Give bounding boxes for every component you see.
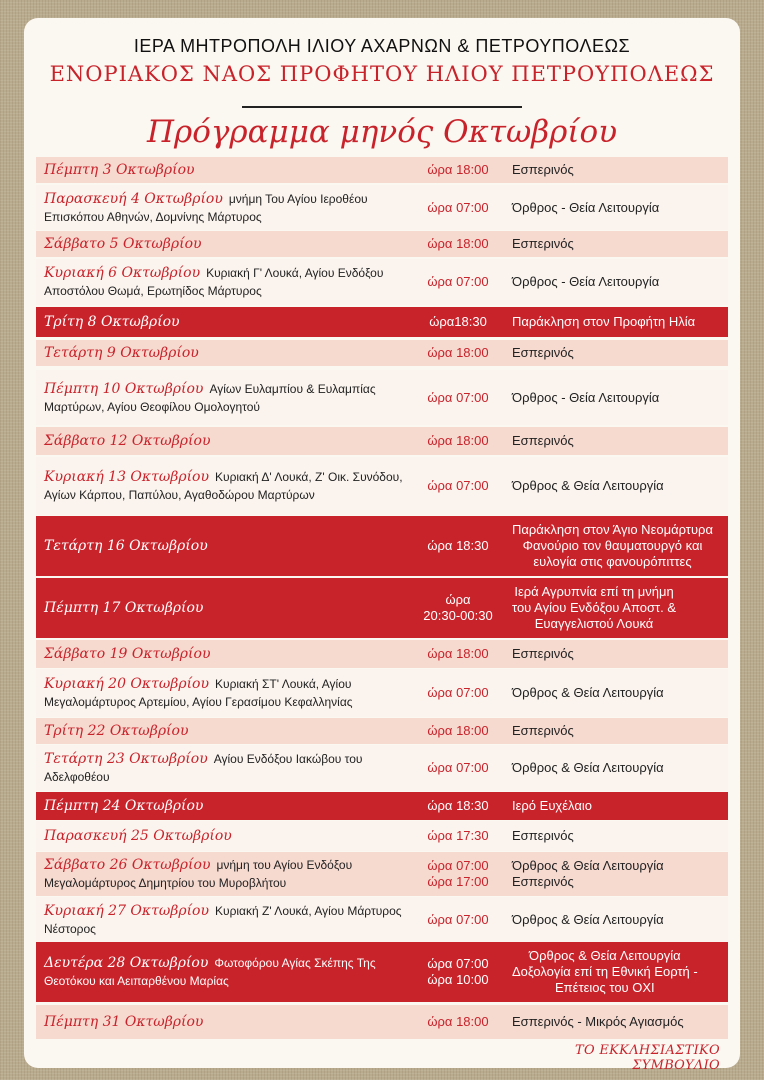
service-name: Όρθρος & Θεία Λειτουργία — [512, 858, 664, 873]
service-name: Όρθρος - Θεία Λειτουργία — [512, 199, 660, 215]
service-cell — [512, 231, 724, 257]
date-label: Δευτέρα 28 Οκτωβρίου — [44, 955, 209, 971]
date-label: Κυριακή 13 Οκτωβρίου — [44, 469, 209, 485]
service-name: Δοξολογία επί τη Εθνική Εορτή - — [512, 964, 698, 979]
date-label: Σάββατο 12 Οκτωβρίου — [44, 433, 211, 449]
date-cell — [44, 640, 414, 668]
service-cell — [512, 427, 724, 455]
feast-note: Κυριακή ΣΤ' Λουκά, Αγίου Μεγαλομάρτυρος Αρτεμίου, Αγίου Γερασίμου Κεφαλληνίας — [44, 677, 353, 709]
date-cell — [44, 259, 414, 305]
feast-note: μνήμη του Αγίου Ενδόξου Μεγαλομάρτυρος Δημητρίου του Μυροβλήτου — [44, 858, 353, 890]
time-value: ώρα 18:00 — [427, 646, 489, 661]
table-row — [36, 370, 728, 425]
time-cell — [408, 157, 508, 183]
time-value: ώρα 17:00 — [427, 874, 489, 889]
table-row — [36, 157, 728, 183]
service-cell — [512, 307, 724, 337]
service-name: Εσπερινός — [512, 236, 574, 251]
date-cell — [44, 185, 414, 230]
date-label: Σάββατο 5 Οκτωβρίου — [44, 236, 202, 252]
table-row — [36, 457, 728, 515]
time-value: ώρα 07:00 — [427, 858, 489, 873]
time-value: ώρα 07:00 — [427, 911, 489, 927]
table-row — [36, 231, 728, 257]
table-row — [36, 1005, 728, 1039]
service-name: του Αγίου Ενδόξου Αποστ. & — [512, 600, 677, 615]
service-name: Όρθρος & Θεία Λειτουργία — [512, 685, 664, 700]
time-value: ώρα18:30 — [429, 314, 487, 329]
service-name: Εσπερινός — [512, 828, 574, 843]
service-name: Εσπερινός — [512, 433, 574, 448]
service-name: Εσπερινός — [512, 723, 574, 738]
date-label: Τετάρτη 23 Οκτωβρίου — [44, 751, 208, 767]
parish-heading: ΕΝΟΡΙΑΚΟΣ ΝΑΟΣ ΠΡΟΦΗΤΟΥ ΗΛΙΟΥ ΠΕΤΡΟΥΠΟΛΕΩΣ — [49, 62, 715, 86]
time-value: ώρα — [445, 592, 471, 607]
service-cell — [512, 718, 724, 744]
date-cell — [44, 792, 414, 820]
date-label: Πέμπτη 31 Οκτωβρίου — [44, 1014, 204, 1030]
time-value: ώρα 18:00 — [427, 433, 489, 448]
service-cell — [512, 745, 724, 791]
time-cell — [408, 307, 508, 337]
date-cell — [44, 231, 414, 257]
service-cell — [512, 516, 724, 576]
service-cell — [512, 578, 724, 638]
service-name: Φανούριο τον θαυματουργό και — [522, 538, 703, 553]
feast-note: μνήμη Του Αγίου Ιεροθέου Επισκόπου Αθηνών, Δομνίνης Μάρτυρος — [44, 191, 368, 224]
date-label: Κυριακή 27 Οκτωβρίου — [44, 902, 209, 919]
feast-note: Φωτοφόρου Αγίας Σκέπης Της Θεοτόκου και Αειπαρθένου Μαρίας — [44, 956, 376, 988]
table-row — [36, 821, 728, 851]
time-cell — [408, 370, 508, 425]
date-label: Σάββατο 26 Οκτωβρίου — [44, 857, 211, 873]
date-cell — [44, 516, 414, 576]
service-cell — [512, 259, 724, 305]
service-cell — [512, 340, 724, 366]
table-row — [36, 897, 728, 942]
time-cell — [408, 669, 508, 717]
time-value: ώρα 07:00 — [427, 956, 489, 971]
table-row — [36, 259, 728, 305]
service-name: Όρθρος & Θεία Λειτουργία — [529, 948, 681, 963]
service-name: ευλογία στις φανουρόπιττες — [533, 554, 692, 569]
date-cell — [44, 669, 414, 717]
service-name: Όρθρος - Θεία Λειτουργία — [512, 274, 660, 289]
time-value: ώρα 18:00 — [427, 162, 489, 177]
feast-note: Κυριακή Ζ' Λουκά, Αγίου Μάρτυρος Νέστορος — [44, 903, 402, 936]
time-value: ώρα 18:00 — [427, 723, 489, 738]
date-cell — [44, 457, 414, 515]
time-value: ώρα 07:00 — [427, 760, 489, 775]
service-cell — [512, 821, 724, 851]
time-value: 20:30-00:30 — [423, 608, 493, 623]
date-label: Τετάρτη 9 Οκτωβρίου — [44, 345, 199, 361]
table-row — [36, 669, 728, 717]
date-cell — [44, 897, 414, 942]
service-cell — [512, 1005, 724, 1039]
date-label: Πέμπτη 17 Οκτωβρίου — [44, 600, 204, 616]
date-cell — [44, 1005, 414, 1039]
date-label: Τρίτη 8 Οκτωβρίου — [44, 314, 180, 330]
time-cell — [408, 340, 508, 366]
service-name: Εσπερινός — [512, 345, 574, 360]
feast-note: Κυριακή Δ' Λουκά, Ζ' Οικ. Συνόδου, Αγίων Κάρπου, Παπύλου, Αγαθοδώρου Μαρτύρων — [44, 470, 403, 502]
date-cell — [44, 852, 414, 896]
time-cell — [408, 427, 508, 455]
table-row — [36, 427, 728, 455]
date-label: Σάββατο 19 Οκτωβρίου — [44, 646, 211, 662]
table-row — [36, 185, 728, 230]
time-cell — [408, 821, 508, 851]
time-value: ώρα 17:30 — [427, 828, 489, 843]
time-cell — [408, 1005, 508, 1039]
table-row — [36, 640, 728, 668]
time-cell — [408, 792, 508, 820]
table-row — [36, 516, 728, 576]
date-label: Κυριακή 6 Οκτωβρίου — [44, 265, 201, 281]
divider — [242, 106, 522, 108]
service-cell — [512, 370, 724, 425]
time-cell — [408, 897, 508, 942]
date-label: Πέμπτη 10 Οκτωβρίου — [44, 380, 204, 397]
date-cell — [44, 340, 414, 366]
date-cell — [44, 745, 414, 791]
service-name: Ιερά Αγρυπνία επί τη μνήμη — [514, 584, 674, 599]
time-cell — [408, 578, 508, 638]
date-cell — [44, 157, 414, 183]
time-value: ώρα 18:00 — [427, 345, 489, 360]
date-cell — [44, 942, 414, 1002]
time-value: ώρα 18:30 — [427, 538, 489, 553]
service-cell — [512, 185, 724, 230]
date-label: Παρασκευή 4 Οκτωβρίου — [44, 190, 223, 207]
service-name: Ευαγγελιστού Λουκά — [534, 616, 654, 631]
service-name: Εσπερινός - Μικρός Αγιασμός — [512, 1014, 684, 1029]
time-value: ώρα 07:00 — [427, 199, 489, 215]
time-cell — [408, 852, 508, 896]
date-cell — [44, 427, 414, 455]
time-value: ώρα 07:00 — [427, 274, 489, 289]
date-cell — [44, 370, 414, 425]
page-title: Πρόγραμμα μηνός Οκτωβρίου — [146, 114, 618, 150]
table-row — [36, 942, 728, 1002]
date-cell — [44, 718, 414, 744]
service-name: Ιερό Ευχέλαιο — [512, 798, 592, 813]
service-cell — [512, 852, 724, 896]
service-name: Όρθρος - Θεία Λειτουργία — [512, 389, 660, 405]
metropolis-heading: ΙΕΡΑ ΜΗΤΡΟΠΟΛΗ ΙΛΙΟΥ ΑΧΑΡΝΩΝ & ΠΕΤΡΟΥΠΟΛΕΩΣ — [133, 36, 631, 56]
service-cell — [512, 792, 724, 820]
feast-note: Αγίων Ευλαμπίου & Ευλαμπίας Μαρτύρων, Αγίου Θεοφίλου Ομολογητού — [44, 381, 376, 414]
date-label: Τρίτη 22 Οκτωβρίου — [44, 723, 189, 739]
time-cell — [408, 231, 508, 257]
date-cell — [44, 578, 414, 638]
service-name: Όρθρος & Θεία Λειτουργία — [512, 478, 664, 493]
time-cell — [408, 745, 508, 791]
service-cell — [512, 640, 724, 668]
table-row — [36, 578, 728, 638]
time-cell — [408, 640, 508, 668]
time-cell — [408, 718, 508, 744]
time-value: ώρα 18:30 — [427, 798, 489, 813]
time-value: ώρα 18:00 — [427, 236, 489, 251]
service-name: Όρθρος & Θεία Λειτουργία — [512, 911, 664, 927]
service-cell — [512, 457, 724, 515]
date-label: Πέμπτη 24 Οκτωβρίου — [44, 798, 204, 814]
service-name: Εσπερινός — [512, 874, 574, 889]
date-label: Πέμπτη 3 Οκτωβρίου — [44, 162, 195, 178]
table-row — [36, 718, 728, 744]
time-value: ώρα 07:00 — [427, 389, 489, 405]
table-row — [36, 792, 728, 820]
feast-note: Αγίου Ενδόξου Ιακώβου του Αδελφοθέου — [44, 752, 363, 784]
service-name: Επέτειος του ΟΧΙ — [555, 980, 655, 995]
service-name: Παράκληση στον Άγιο Νεομάρτυρα — [512, 522, 713, 537]
date-label: Κυριακή 20 Οκτωβρίου — [44, 676, 209, 692]
time-value: ώρα 10:00 — [427, 972, 489, 987]
table-row — [36, 745, 728, 791]
time-cell — [408, 516, 508, 576]
table-row — [36, 340, 728, 366]
time-value: ώρα 18:00 — [427, 1014, 489, 1029]
table-row — [36, 307, 728, 337]
time-cell — [408, 259, 508, 305]
date-label: Παρασκευή 25 Οκτωβρίου — [44, 828, 232, 844]
service-name: Παράκληση στον Προφήτη Ηλία — [512, 314, 696, 329]
service-cell — [512, 942, 724, 1002]
table-row — [36, 852, 728, 896]
service-cell — [512, 669, 724, 717]
service-name: Εσπερινός — [512, 646, 574, 661]
date-cell — [44, 307, 414, 337]
service-cell — [512, 157, 724, 183]
time-cell — [408, 457, 508, 515]
service-name: Εσπερινός — [512, 162, 574, 177]
service-cell — [512, 897, 724, 942]
feast-note: Κυριακή Γ' Λουκά, Αγίου Ενδόξου Αποστόλου Θωμά, Ερωτηίδος Μάρτυρος — [44, 266, 384, 298]
time-cell — [408, 942, 508, 1002]
footer-signature: ΤΟ ΕΚΚΛΗΣΙΑΣΤΙΚΟ ΣΥΜΒΟΥΛΙΟ — [575, 1043, 720, 1073]
date-label: Τετάρτη 16 Οκτωβρίου — [44, 538, 208, 554]
time-value: ώρα 07:00 — [427, 478, 489, 493]
time-cell — [408, 185, 508, 230]
date-cell — [44, 821, 414, 851]
service-name: Όρθρος & Θεία Λειτουργία — [512, 760, 664, 775]
time-value: ώρα 07:00 — [427, 685, 489, 700]
